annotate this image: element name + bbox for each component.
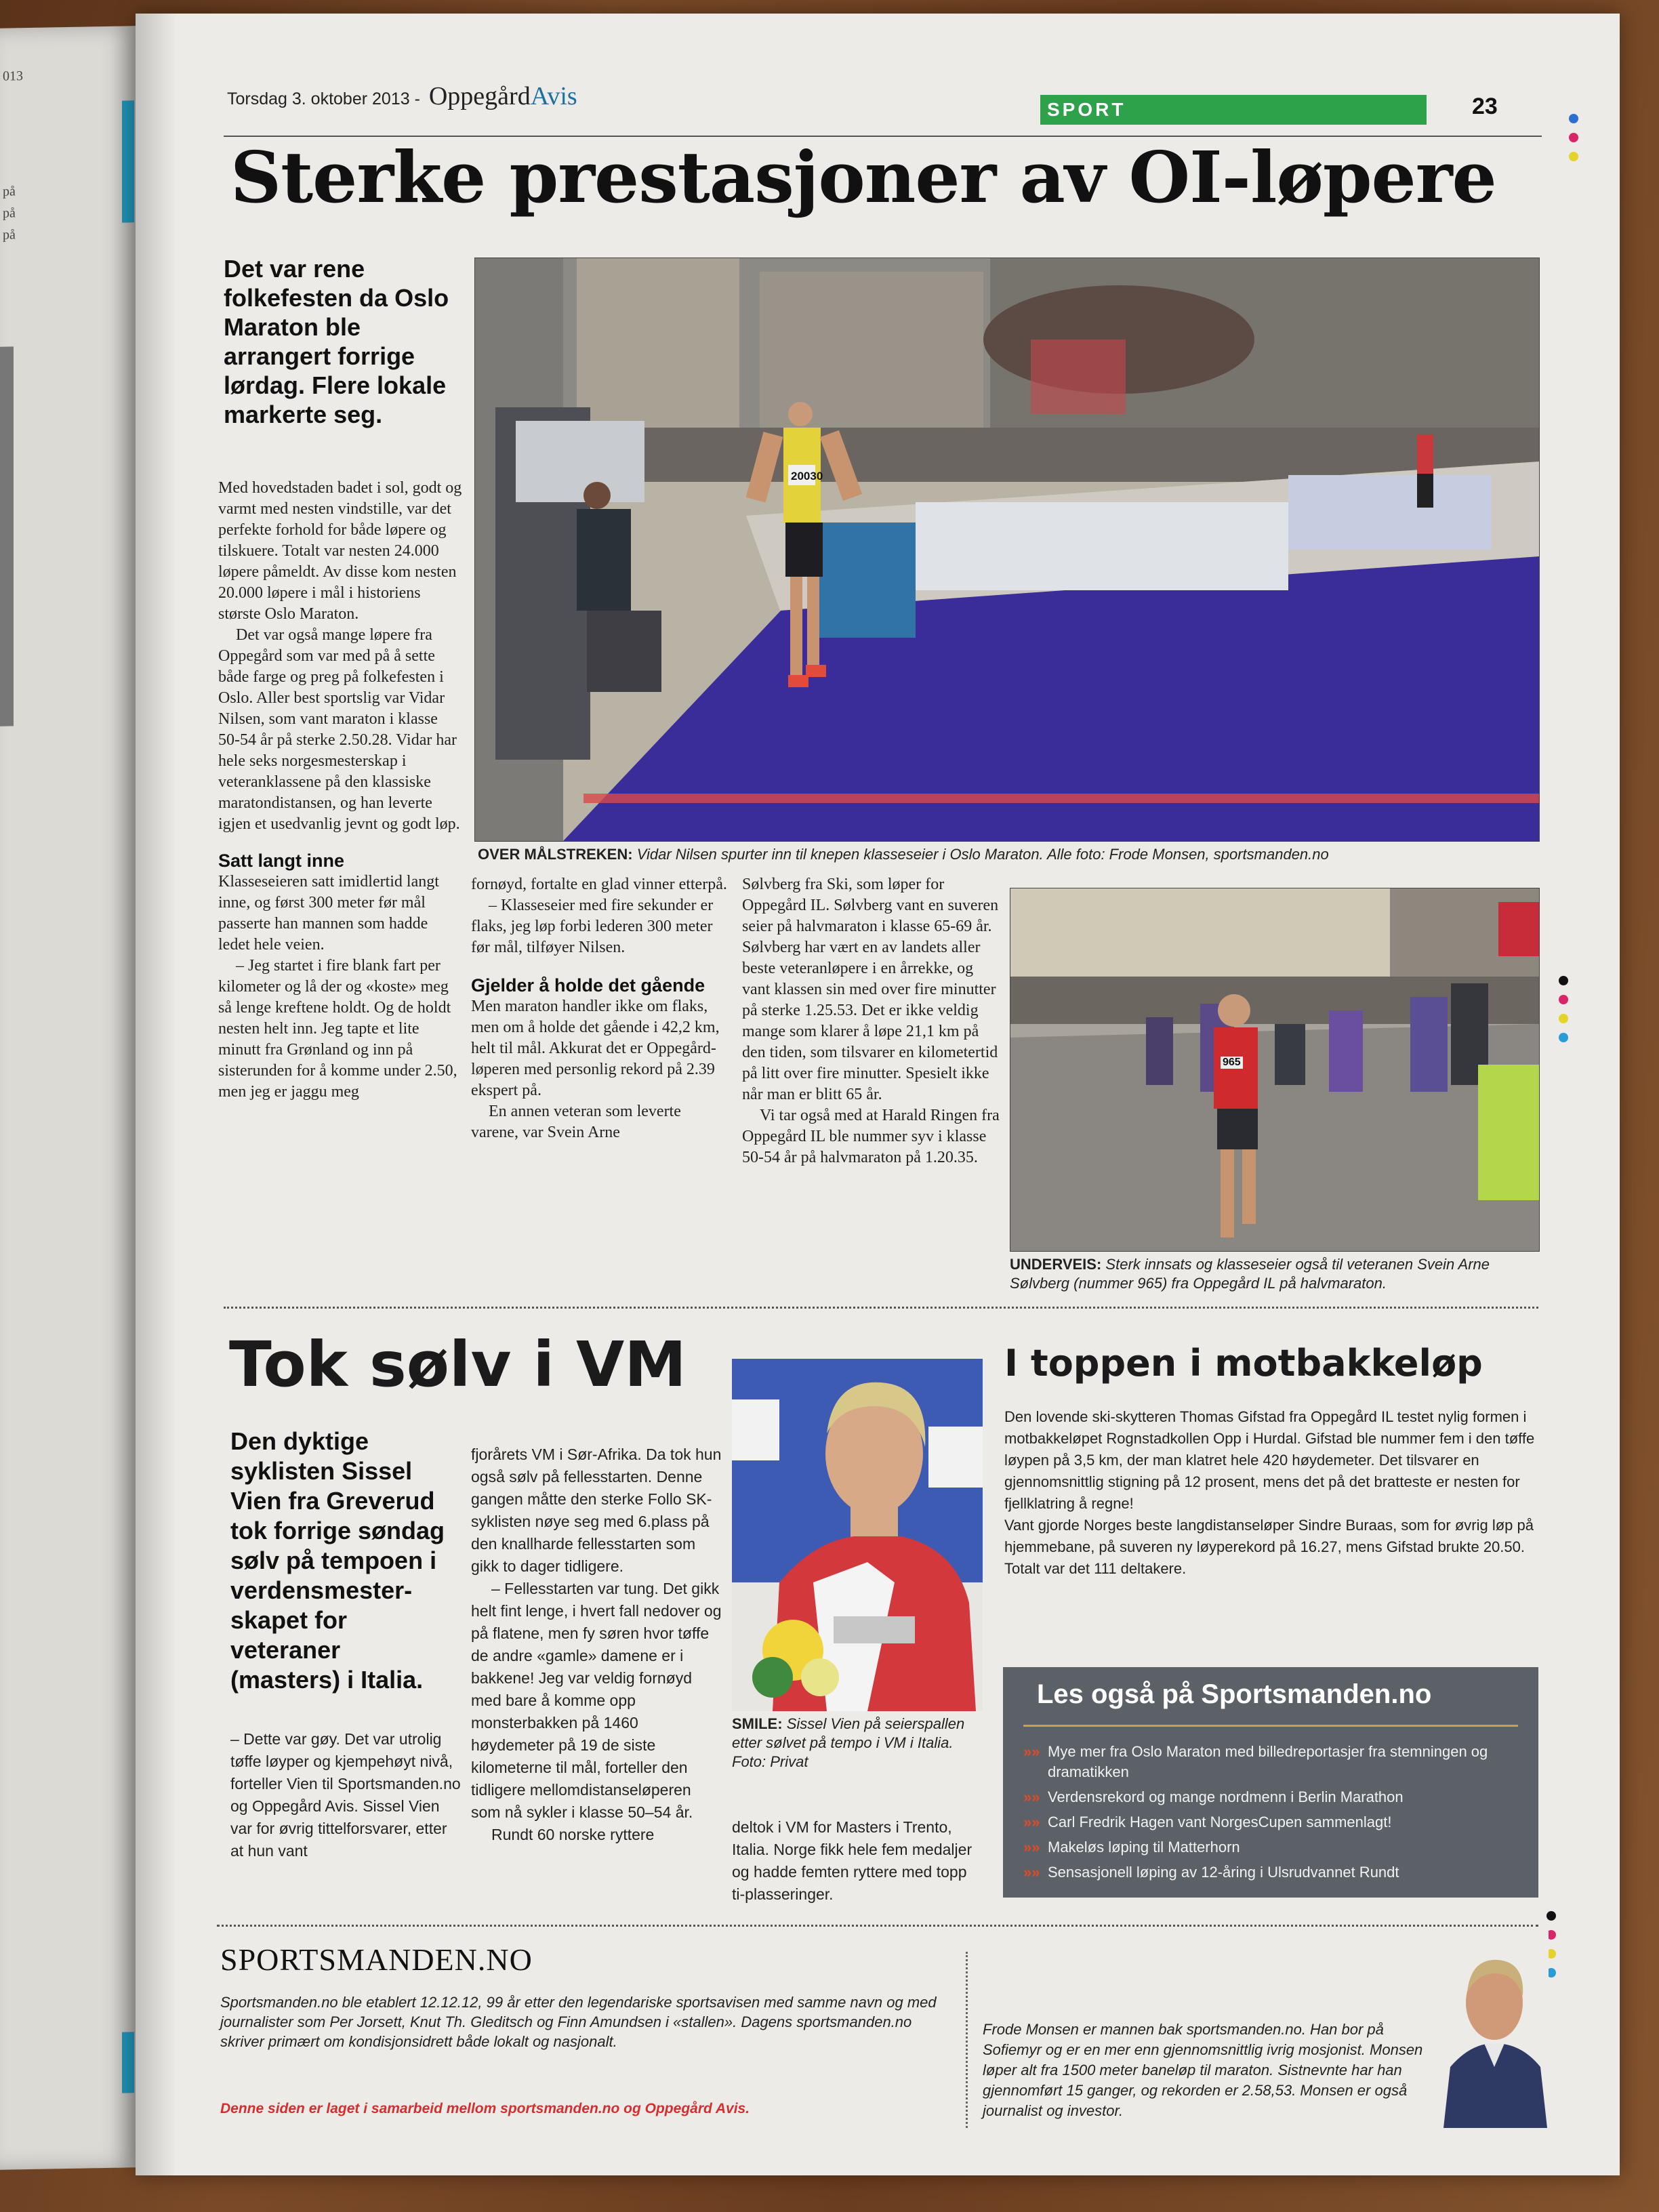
section-divider <box>224 1307 1538 1309</box>
article-column <box>218 478 462 1103</box>
half-marathon-photo <box>1010 888 1540 1252</box>
left-page-color-bar <box>122 100 134 222</box>
photo-caption <box>732 1715 983 1771</box>
footer-about-text: Sportsmanden.no ble etablert 12.12.12, 99 år etter den legendariske sportsavisen med samme navn og med journalister som Per Jorsett, Knut Th. Gleditsch og Finn Amundsen i «stallen». Dagens sportsmanden.no skriver primært om kondisjonsidrett både lokalt og nasjonalt. <box>220 1994 937 2050</box>
read-more-box <box>1003 1667 1538 1898</box>
footer-author-bio: Frode Monsen er mannen bak sportsmanden.no. Han bor på Sofiemyr og er en mer enn gjennomsnittlig ivrig mosjonist. Monsen løper alt fra 1500 meter baneløp til maraton. Sistnevnte har han gjennomført 15 ganger, og rekorden er 2.58,53. Monsen er også journalist og investor. <box>983 2021 1423 2119</box>
footer-column-divider <box>966 1952 968 2128</box>
paragraph: Klasseseieren satt imidlertid langt inne, og først 300 meter før mål passerte han mannen som hadde ledet hele veien. <box>218 873 439 954</box>
runner-bib-number: 20030 <box>791 470 823 483</box>
read-more-title: Les også på Sportsmanden.no <box>1037 1679 1432 1709</box>
paragraph: En annen veteran som leverte varene, var Svein Arne <box>471 1103 681 1141</box>
author-portrait-photo <box>1440 1931 1549 2128</box>
page-header-dateline <box>227 81 577 111</box>
subheading: Gjelder å holde det gående <box>471 975 705 996</box>
article-column <box>471 1443 722 1846</box>
paper-name: OppegårdAvis <box>428 82 577 110</box>
page-number: 23 <box>1472 94 1498 119</box>
caption-text: Sterk innsats og klasseseier også til veteranen Svein Arne Sølvberg (nummer 965) fra Oppegård IL på halvmaraton. <box>1010 1256 1490 1292</box>
left-page-fragment: på <box>3 227 16 243</box>
section-label: SPORT <box>1040 95 1427 125</box>
caption-label: SMILE: <box>732 1715 783 1732</box>
paragraph: Men maraton handler ikke om flaks, men om å holde det gående i 42,2 km, helt til mål. Akkurat det er Oppegård-løperen med personlig rekord på 2.39 ekspert på. <box>471 998 720 1099</box>
paragraph: – Klasseseier med fire sekunder er flaks, jeg løp forbi lederen 300 meter før mål, tilføyer Nilsen. <box>471 897 714 956</box>
caption-label: UNDERVEIS: <box>1010 1256 1102 1273</box>
paragraph: Vi tar også med at Harald Ringen fra Oppegård IL ble nummer syv i klasse 50-54 år på halvmaraton på 1.20.35. <box>742 1107 1000 1166</box>
article-headline: I toppen i motbakkeløp <box>1004 1342 1483 1385</box>
runner-bib-number: 965 <box>1221 1057 1243 1069</box>
paragraph: fjorårets VM i Sør-Afrika. Da tok hun også sølv på fellesstarten. Denne gangen måtte den sterke Follo SK-syklisten nøye seg med 6.plass på den knallharde fellesstarten som gikk to dager tidligere. <box>471 1446 722 1575</box>
left-page-photo-edge <box>0 346 14 726</box>
caption-label: OVER MÅLSTREKEN: <box>478 846 633 863</box>
photo-caption <box>478 845 1542 864</box>
issue-date: Torsdag 3. oktober 2013 - <box>227 89 420 108</box>
paragraph: fornøyd, fortalte en glad vinner etterpå. <box>471 876 727 893</box>
paragraph: Vant gjorde Norges beste langdistanseløper Sindre Buraas, som for øvrig løp på hjemmebane, på suveren ny løyperekord på 16.27, mens Gifstad brukte 20.50. Totalt var det 111 deltakere. <box>1004 1517 1534 1577</box>
article-lead: Den dyktige syklisten Sissel Vien fra Greverud tok forrige søndag sølv på tempoen i verdensmester-skapet for veteraner (masters) i Italia. <box>230 1427 445 1694</box>
paragraph: Rundt 60 norske ryttere <box>491 1826 655 1843</box>
article-column <box>230 1728 461 1862</box>
read-more-item[interactable]: »» Verdensrekord og mange nordmenn i Berlin Marathon <box>1023 1788 1404 1805</box>
article-column <box>471 874 729 1143</box>
subheading: Satt langt inne <box>218 851 345 871</box>
newspaper-page <box>136 14 1620 2175</box>
article-column <box>742 874 1000 1168</box>
read-more-item[interactable]: »» Mye mer fra Oslo Maraton med billedreportasjer fra stemningen og dramatikken <box>1023 1743 1488 1780</box>
cyclist-portrait-photo <box>732 1359 983 1711</box>
paragraph: – Dette var gøy. Det var utrolig tøffe løyper og kjempehøyt nivå, forteller Vien til Sportsmanden.no og Oppegård Avis. Sissel Vien var for øvrig tittelforsvarer, etter at hun vant <box>230 1730 461 1860</box>
registration-marks <box>1569 114 1578 171</box>
footer-cooperation-note: Denne siden er laget i samarbeid mellom sportsmanden.no og Oppegård Avis. <box>220 2101 750 2116</box>
left-page-color-bar <box>122 2032 134 2093</box>
left-page-fragment: 013 <box>3 68 23 84</box>
paragraph: Med hovedstaden badet i sol, godt og varmt med nesten vindstille, var det perfekte forhold for både løpere og tilskuere. Totalt var nesten 24.000 løpere påmeldt. Av disse kom nesten 20.000 løpere i mål i historiens største Oslo Maraton. <box>218 479 462 623</box>
left-page-fragment: på <box>3 205 16 221</box>
article-lead: Det var rene folkefesten da Oslo Maraton ble arrangert forrige lørdag. Flere lokale markerte seg. <box>224 255 449 428</box>
paragraph: deltok i VM for Masters i Trento, Italia. Norge fikk hele fem medaljer og hadde femten ryttere med topp ti-plasseringer. <box>732 1818 972 1903</box>
read-more-list <box>1023 1742 1525 1887</box>
main-headline: Sterke prestasjoner av OI-løpere <box>230 136 1496 219</box>
registration-marks <box>1559 976 1568 1052</box>
paragraph: Den lovende ski-skytteren Thomas Gifstad fra Oppegård IL testet nylig formen i motbakkeløpet Rognstadkollen Opp i Hurdal. Gifstad ble nummer fem i den tøffe løypen på 3,5 km, der man klatret hele 420 høydemeter. Det tilsvarer en gjennomsnittlig stigning på 12 prosent, mens det på det bratteste er nesten for fjellklatring å regne! <box>1004 1408 1535 1512</box>
read-more-item[interactable]: »» Sensasjonell løping av 12-åring i Ulsrudvannet Rundt <box>1023 1864 1399 1881</box>
photo-caption <box>1010 1255 1538 1293</box>
left-newspaper-page <box>0 26 136 2169</box>
caption-text: Vidar Nilsen spurter inn til knepen klasseseier i Oslo Maraton. Alle foto: Frode Monsen, sportsmanden.no <box>636 846 1329 863</box>
marathon-finish-photo <box>474 258 1540 842</box>
article-column <box>732 1816 983 1906</box>
caption-text: Sissel Vien på seierspallen etter sølvet på tempo i VM i Italia. Foto: Privat <box>732 1715 965 1770</box>
paragraph: Sølvberg fra Ski, som løper for Oppegård IL. Sølvberg vant en suveren seier på halvmaraton i klasse 65-69 år. Sølvberg har vært en av landets aller beste veteranløpere i en årrekke, og vant klassen sin med over fire minutter på sterke 1.25.53. Det er ikke veldig mange som klarer å løpe 21,1 km på den tiden, som tilsvarer en kilometertid på litt over fire minutter. Spesielt ikke når man er blitt 65 år. <box>742 876 999 1103</box>
read-more-rule <box>1023 1725 1518 1727</box>
left-page-fragment: på <box>3 184 16 199</box>
footer-divider <box>217 1925 1538 1927</box>
read-more-item[interactable]: »» Carl Fredrik Hagen vant NorgesCupen sammenlagt! <box>1023 1814 1392 1830</box>
footer-title: SPORTSMANDEN.NO <box>220 1942 533 1977</box>
paragraph: – Fellesstarten var tung. Det gikk helt fint lenge, i hvert fall nedover og på flatene, men fy søren hvor tøffe de andre «gamle» damene er i bakkene! Jeg var veldig fornøyd med bare å komme opp monsterbakken på 1460 høydemeter på 19 de siste kilometerne til mål, forteller den tidligere mellomdistanseløperen som nå sykler i klasse 50–54 år. <box>471 1580 722 1821</box>
paragraph: – Jeg startet i fire blank fart per kilometer og lå der og «koste» meg så lenge kreftene holdt. Og de holdt nesten helt inn. Jeg tapte et lite minutt fra Grønland og inn på sisterunden for å komme under 2.50, men jeg er jaggu meg <box>218 957 457 1101</box>
paragraph: Det var også mange løpere fra Oppegård som var med på å sette både farge og preg på folkefesten i Oslo. Aller best sportslig var Vidar Nilsen, som vant maraton i klasse 50-54 år på sterke 2.50.28. Vidar har hele seks norgesmesterskap i veteranklassene på den klassiske maratondistansen, og han leverte igjen et usedvanlig jevnt og godt løp. <box>218 626 460 833</box>
read-more-item[interactable]: »» Makeløs løping til Matterhorn <box>1023 1839 1240 1856</box>
article-column <box>1004 1406 1540 1580</box>
article-headline: Tok sølv i VM <box>229 1328 687 1401</box>
